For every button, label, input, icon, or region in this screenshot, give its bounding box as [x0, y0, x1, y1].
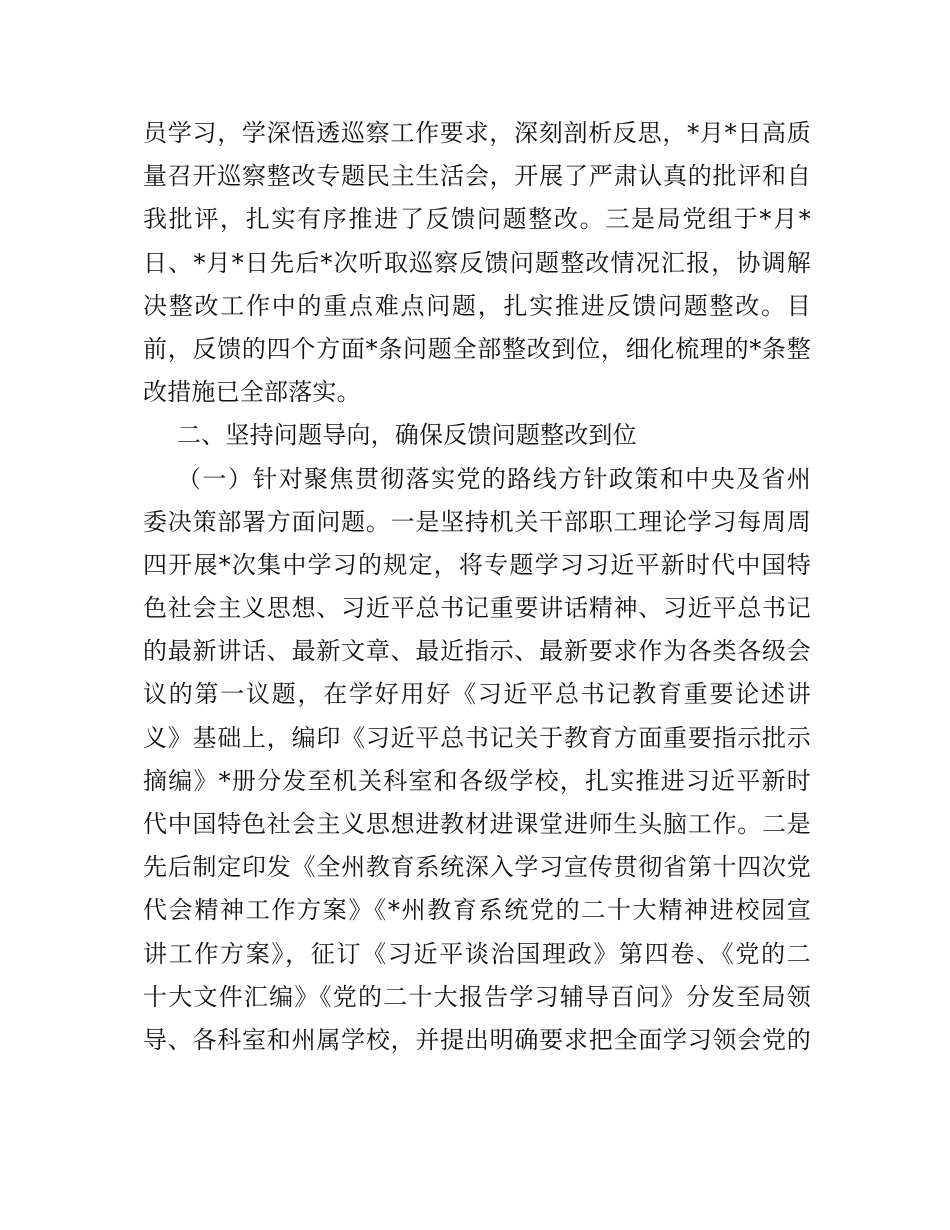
section-heading: 二、坚持问题导向，确保反馈问题整改到位 [177, 421, 637, 450]
paragraph-2-line: 讲工作方案》，征订《习近平谈治国理政》第四卷、《党的二 [143, 939, 811, 968]
paragraph-2-line: （一）针对聚焦贯彻落实党的路线方针政策和中央及省州 [177, 464, 811, 493]
paragraph-1-line: 改措施已全部落实。 [143, 378, 361, 407]
paragraph-1-line: 我批评，扎实有序推进了反馈问题整改。三是局党组于*月* [143, 205, 811, 234]
paragraph-2-line: 先后制定印发《全州教育系统深入学习宣传贯彻省第十四次党 [143, 853, 811, 882]
paragraph-2-line: 摘编》*册分发至机关科室和各级学校，扎实推进习近平新时 [143, 766, 811, 795]
paragraph-1-line: 日、*月*日先后*次听取巡察反馈问题整改情况汇报，协调解 [143, 248, 811, 277]
document-body [143, 112, 811, 1062]
paragraph-1-line: 决整改工作中的重点难点问题，扎实推进反馈问题整改。目 [143, 291, 811, 320]
paragraph-2-line: 代会精神工作方案》《*州教育系统党的二十大精神进校园宣 [143, 896, 811, 925]
paragraph-1-line: 量召开巡察整改专题民主生活会，开展了严肃认真的批评和自 [143, 162, 811, 191]
paragraph-1-line: 前，反馈的四个方面*条问题全部整改到位，细化梳理的*条整 [143, 334, 811, 363]
paragraph-2-line: 十大文件汇编》《党的二十大报告学习辅导百问》分发至局领 [143, 982, 811, 1011]
paragraph-2-line: 的最新讲话、最新文章、最近指示、最新要求作为各类各级会 [143, 637, 811, 666]
paragraph-2-line: 议的第一议题，在学好用好《习近平总书记教育重要论述讲 [143, 680, 811, 709]
paragraph-2-line: 代中国特色社会主义思想进教材进课堂进师生头脑工作。二是 [143, 810, 811, 838]
paragraph-2-line: 委决策部署方面问题。一是坚持机关干部职工理论学习每周周 [143, 507, 811, 536]
paragraph-2-line: 色社会主义思想、习近平总书记重要讲话精神、习近平总书记 [143, 594, 811, 623]
paragraph-2-line: 义》基础上，编印《习近平总书记关于教育方面重要指示批示 [143, 723, 811, 752]
paragraph-1-line: 员学习，学深悟透巡察工作要求，深刻剖析反思，*月*日高质 [143, 119, 811, 147]
paragraph-2-line: 四开展*次集中学习的规定，将专题学习习近平新时代中国特 [143, 550, 811, 579]
paragraph-2-line: 导、各科室和州属学校，并提出明确要求把全面学习领会党的 [143, 1025, 811, 1054]
